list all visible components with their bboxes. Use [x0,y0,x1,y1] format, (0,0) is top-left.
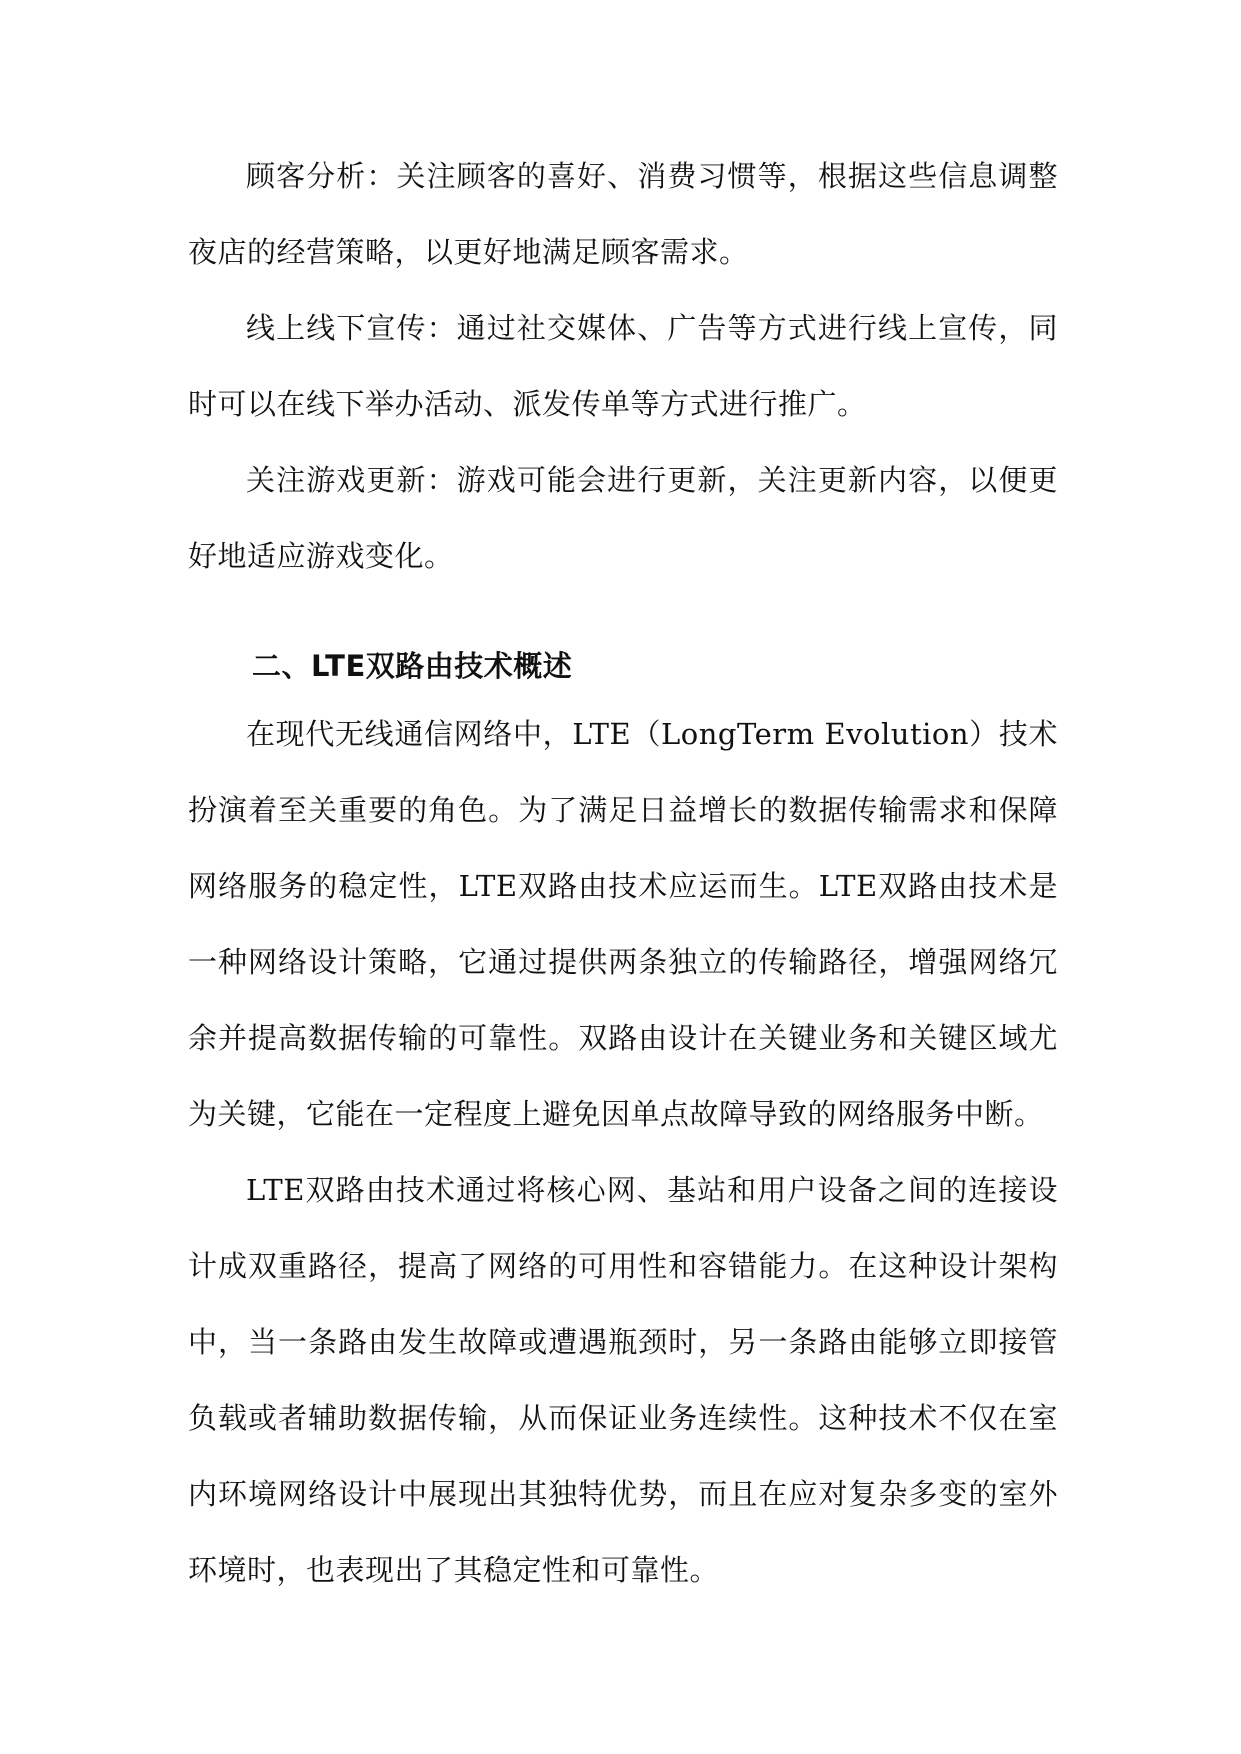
document-body [188,138,1058,1608]
paragraph-customer-analysis: 顾客分析：关注顾客的喜好、消费习惯等，根据这些信息调整夜店的经营策略，以更好地满足顾客需求。 [188,159,1058,269]
paragraph-promotion: 线上线下宣传：通过社交媒体、广告等方式进行线上宣传，同时可以在线下举办活动、派发传单等方式进行推广。 [188,311,1058,421]
paragraph-lte-intro: 在现代无线通信网络中，LTE（LongTerm Evolution）技术扮演着至关重要的角色。为了满足日益增长的数据传输需求和保障网络服务的稳定性，LTE双路由技术应运而生。LTE双路由技术是一种网络设计策略，它通过提供两条独立的传输路径，增强网络冗余并提高数据传输的可靠性。双路由设计在关键业务和关键区域尤为关键，它能在一定程度上避免因单点故障导致的网络服务中断。 [188,717,1058,1131]
paragraph-game-updates: 关注游戏更新：游戏可能会进行更新，关注更新内容，以便更好地适应游戏变化。 [188,463,1058,573]
section-heading: 二、LTE双路由技术概述 [252,649,573,683]
paragraph-lte-details: LTE双路由技术通过将核心网、基站和用户设备之间的连接设计成双重路径，提高了网络的可用性和容错能力。在这种设计架构中，当一条路由发生故障或遭遇瓶颈时，另一条路由能够立即接管负载或者辅助数据传输，从而保证业务连续性。这种技术不仅在室内环境网络设计中展现出其独特优势，而且在应对复杂多变的室外环境时，也表现出了其稳定性和可靠性。 [188,1173,1058,1587]
